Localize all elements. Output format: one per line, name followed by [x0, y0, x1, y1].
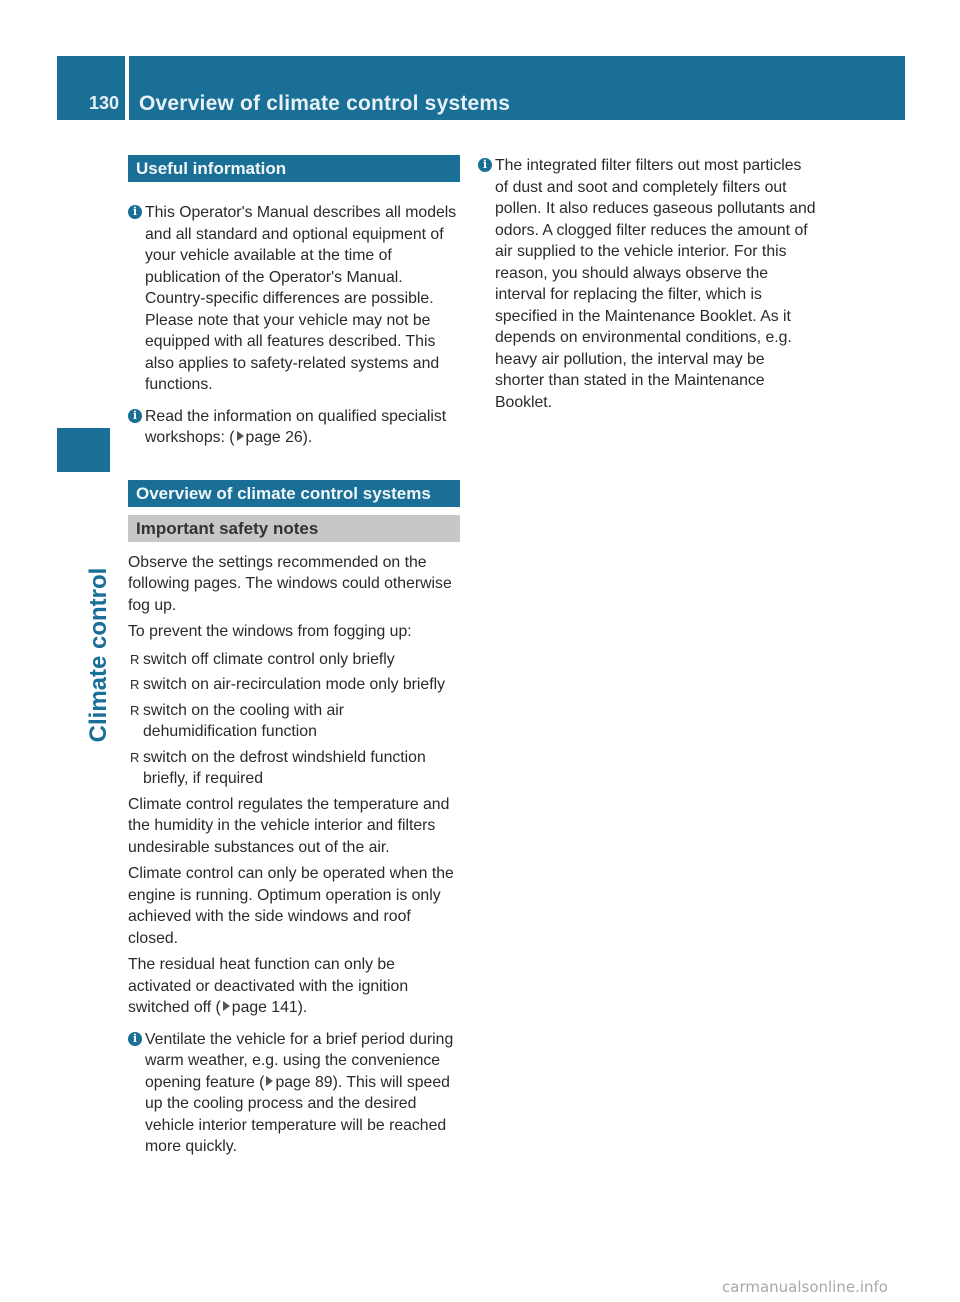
paragraph-text: The residual heat function can only be activated or deactivated with the ignition switched off ( [128, 956, 409, 1016]
list-item [128, 674, 460, 696]
info-note-text: Read the information on qualified specialist workshops: ( [145, 407, 447, 446]
header-title: Overview of climate control systems [139, 92, 511, 115]
watermark-text: carmanualsonline.info [722, 1278, 888, 1296]
info-note-text-end: ). [302, 429, 313, 446]
info-note-ventilate [128, 1029, 460, 1158]
list-item [128, 649, 460, 671]
list-item [128, 700, 460, 743]
page-reference-triangle-icon [266, 1076, 273, 1086]
paragraph-residual-heat [128, 954, 460, 1019]
info-note-text-end: ). This will speed up the cooling process and the desired vehicle interior temperature will be reached more quickly. [145, 1073, 450, 1155]
bullet-icon: R [130, 651, 140, 667]
header-bar [129, 56, 905, 120]
info-note-filter [478, 155, 818, 413]
info-icon: i [478, 158, 492, 172]
right-column [478, 155, 818, 413]
chapter-label: Climate control [85, 567, 112, 743]
page-reference-link[interactable]: page 141 [231, 999, 298, 1016]
info-note-operators-manual [128, 202, 460, 396]
page-reference-link[interactable]: page 89 [275, 1073, 333, 1091]
info-note-text: Ventilate the vehicle for a brief period during warm weather, e.g. using the convenience opening feature ( [145, 1030, 454, 1091]
list-item [128, 747, 460, 790]
paragraph: Climate control can only be operated when the engine is running. Optimum operation is only achieved with the side windows and roof closed. [128, 865, 454, 947]
useful-information-heading: Useful information [128, 155, 460, 182]
info-note-text: The integrated filter filters out most particles of dust and soot and completely filters out pollen. It also reduces gaseous pollutants and odors. A clogged filter reduces the amount of air supplied to the vehicle interior. For this reason, you should always observe the interval for replacing the filter, which is specified in the Maintenance Booklet. As it depends on environmental conditions, e.g. heavy air pollution, the interval may be shorter than stated in the Maintenance Booklet. [495, 157, 816, 411]
list-item-text: switch off climate control only briefly [143, 650, 395, 668]
bullet-list [128, 649, 460, 790]
info-icon: i [128, 1032, 142, 1046]
paragraph-text-end: ). [297, 999, 308, 1016]
page-reference-link[interactable]: page 26 [245, 429, 303, 446]
info-note-text: This Operator's Manual describes all models and all standard and optional equipment of your vehicle available at the time of publication of the Operator's Manual. Country-specific differences are possible. Please note that your vehicle may not be equipped with all features described. This also applies to safety-related systems and functions. [145, 204, 457, 393]
list-item-text: switch on the defrost windshield function briefly, if required [143, 748, 426, 787]
list-item-text: switch on the cooling with air dehumidification function [143, 701, 345, 740]
paragraph: To prevent the windows from fogging up: [128, 623, 412, 640]
page-number: 130 [88, 93, 119, 113]
paragraph: Observe the settings recommended on the following pages. The windows could otherwise fog up. [128, 553, 452, 614]
page-reference-triangle-icon [223, 1001, 230, 1011]
left-column [128, 155, 460, 1158]
list-item-text: switch on air-recirculation mode only briefly [143, 676, 446, 693]
safety-notes-subheading: Important safety notes [128, 515, 460, 542]
info-icon: i [128, 409, 142, 423]
info-icon: i [128, 205, 142, 219]
overview-heading: Overview of climate control systems [128, 480, 460, 507]
bullet-icon: R [130, 702, 140, 718]
bullet-icon: R [130, 749, 140, 765]
chapter-tab-marker [57, 428, 110, 472]
bullet-icon: R [130, 677, 140, 692]
page-reference-triangle-icon [237, 431, 244, 441]
paragraph: Climate control regulates the temperature and the humidity in the vehicle interior and filters undesirable substances out of the air. [128, 795, 450, 856]
page-number-block [57, 56, 125, 120]
info-note-workshops [128, 406, 460, 449]
